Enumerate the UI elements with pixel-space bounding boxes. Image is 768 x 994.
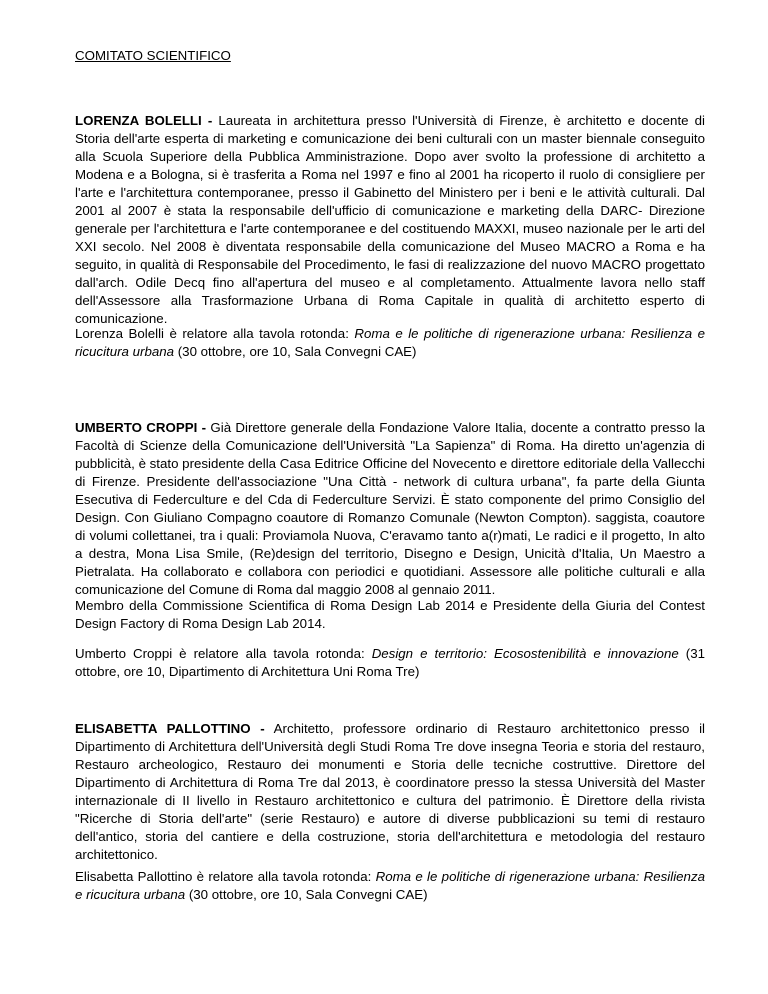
speaker-note-bolelli: Lorenza Bolelli è relatore alla tavola rotonda: Roma e le politiche di rigenerazione urbana: Resilienza e ricucitura urbana (30 ottobre, ore 10, Sala Convegni CAE) — [75, 326, 706, 359]
bio-croppi — [75, 419, 705, 599]
extra-croppi: Membro della Commissione Scientifica di Roma Design Lab 2014 e Presidente della Giuria del Contest Design Factory di Roma Design Lab 2014. — [75, 598, 705, 631]
speaker-note-croppi: Umberto Croppi è relatore alla tavola rotonda: Design e territorio: Ecosostenibilità e innovazione (31 ottobre, ore 10, Dipartimento di Architettura Uni Roma Tre) — [75, 646, 705, 679]
roundtable-topic: Roma e le politiche di rigenerazione urbana: Resilienza e ricucitura urbana — [75, 869, 705, 902]
page-title: COMITATO SCIENTIFICO — [75, 48, 231, 63]
roundtable-topic: Roma e le politiche di rigenerazione urbana: Resilienza e ricucitura urbana — [75, 326, 706, 359]
bio-bolelli — [75, 112, 705, 328]
member-name: ELISABETTA PALLOTTINO - — [75, 721, 265, 736]
member-bio: Architetto, professore ordinario di Restauro architettonico presso il Dipartimento di Architettura dell'Università degli Studi Roma Tre dove insegna Teoria e storia del restauro, Restauro archeologico, Restauro dei monumenti e Storia delle tecniche costruttive. Direttore del Dipartimento di Architettura di Roma Tre dal 2013, è coordinatore presso la stessa Università del Master internazionale di II livello in Restauro architettonico e cultura del patrimonio. È Direttore della rivista "Ricerche di Storia dell'arte" (serie Restauro) e autore di diverse pubblicazioni su temi di restauro dell'antico, storia del cantiere e della costruzione, storia dell'architettura e metodologia del restauro architettonico. — [75, 721, 705, 862]
member-bio: Laureata in architettura presso l'Università di Firenze, è architetto e docente di Storia dell'arte esperta di marketing e comunicazione dei beni culturali con un master biennale conseguito alla Scuola Superiore della Pubblica Amministrazione. Dopo aver svolto la professione di architetto a Modena e a Bologna, si è trasferita a Roma nel 1997 e fino al 2001 ha ricoperto il ruolo di consigliere per l'arte e l'architettura contemporanee, presso il Gabinetto del Ministero per i beni e le attività culturali. Dal 2001 al 2007 è stata la responsabile dell'ufficio di comunicazione e marketing della DARC- Direzione generale per l'architettura e l'arte contemporanee e del costituendo MAXXI, museo nazionale per le arti del XXI secolo. Nel 2008 è diventata responsabile della comunicazione del Museo MACRO a Roma e ha seguito, in qualità di Responsabile del Procedimento, le fasi di realizzazione del nuovo MACRO progettato dall'arch. Odile Decq fino all'apertura del museo e al completamento. Attualmente lavora nello staff dell'Assessore alla Trasformazione Urbana di Roma Capitale in qualità di architetto esperto di comunicazione. — [75, 113, 705, 326]
speaker-note-pallottino: Elisabetta Pallottino è relatore alla tavola rotonda: Roma e le politiche di rigenerazione urbana: Resilienza e ricucitura urbana (30 ottobre, ore 10, Sala Convegni CAE) — [75, 869, 705, 902]
roundtable-topic: Design e territorio: Ecosostenibilità e innovazione — [371, 646, 679, 661]
member-bio: Già Direttore generale della Fondazione Valore Italia, docente a contratto presso la Facoltà di Scienze della Comunicazione dell'Università "La Sapienza" di Roma. Ha diretto un'agenzia di pubblicità, è stato presidente della Casa Editrice Officine del Novecento e direttore editoriale della Vallecchi di Firenze. Presidente dell'associazione "Una Città - network di cultura urbana", fa parte della Giunta Esecutiva di Federculture e del Cda di Federculture Servizi. È stato componente del primo Consiglio del Design. Con Giuliano Compagno coautore di Romanzo Comunale (Newton Compton). saggista, coautore di volumi collettanei, tra i quali: Proviamola Nuova, C'eravamo tanto a(r)mati, Le radici e il progetto, In alto a destra, Mona Lisa Smile, (Re)design del territorio, Disegno e Design, Unicità d'Italia, Un Maestro a Pietralata. Ha collaborato e collabora con periodici e quotidiani. Assessore alle politiche culturali e alla comunicazione del Comune di Roma dal maggio 2008 al gennaio 2011. — [75, 420, 705, 597]
bio-pallottino — [75, 720, 705, 864]
member-name: UMBERTO CROPPI - — [75, 420, 207, 435]
member-name: LORENZA BOLELLI - — [75, 113, 213, 128]
